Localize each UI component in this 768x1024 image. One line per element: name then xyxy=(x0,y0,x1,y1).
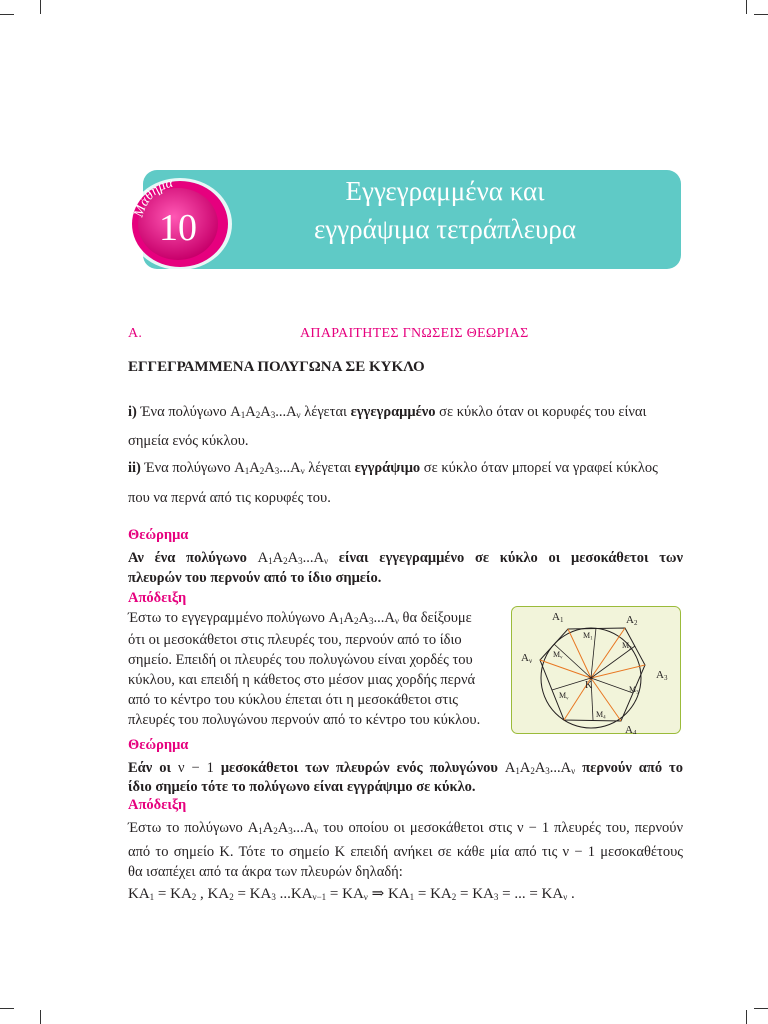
def1-line2: σημεία ενός κύκλου. xyxy=(128,433,249,449)
theorem2-label: Θεώρημα xyxy=(128,737,189,753)
def2-line2: που να περνά από τις κορυφές του. xyxy=(128,490,331,506)
proof1-line6: πλευρές του πολυγώνου περνούν από το κέντρο του κύκλου. xyxy=(128,712,481,728)
proof1-line4: κύκλου, και επειδή η κάθετος στο μέσον μιας χορδής περνά xyxy=(128,672,476,688)
crop-mark xyxy=(40,1010,41,1024)
crop-mark xyxy=(746,1010,747,1024)
polygon-symbol: $A_1A_2A_3...A_\nu$ xyxy=(328,610,399,626)
label-M2: M2 xyxy=(622,641,632,652)
theorem2-line1: Εάν οι ν − 1 μεσοκάθετοι των πλευρών ενός πολυγώνου $A_1A_2A_3...A_\nu$ περνούν από το xyxy=(128,760,683,776)
def2-text: σε κύκλο όταν μπορεί να γραφεί κύκλος xyxy=(420,460,658,476)
polygon-symbol: $A_1A_2A_3...A_\nu$ xyxy=(234,460,305,476)
proof1-line5: από το κέντρο του κύκλου έπεται ότι η μεσοκάθετοι στις xyxy=(128,692,459,708)
theorem1-label: Θεώρημα xyxy=(128,527,189,543)
label-Mv: Mν xyxy=(553,650,563,661)
crop-mark xyxy=(0,1008,14,1009)
label-A1: A1 xyxy=(552,611,564,624)
proof2-label: Απόδειξη xyxy=(128,797,187,813)
proof2-line3: θα ισαπέχει από τα άκρα των πλευρών δηλαδή: xyxy=(128,864,403,880)
def1-label: i) xyxy=(128,404,137,420)
crop-mark xyxy=(754,14,768,15)
label-A4: A4 xyxy=(625,724,637,734)
polygon-symbol: $A_1A_2A_3...A_\nu$ xyxy=(504,760,576,776)
crop-mark xyxy=(40,0,41,14)
lesson-word: Μάθημα xyxy=(131,176,175,220)
theorem1-line2: πλευρών του περνούν από το ίδιο σημείο. xyxy=(128,570,382,586)
crop-mark xyxy=(754,1008,768,1009)
proof2-line2: από το σημείο Κ. Τότε το σημείο Κ επειδή ανήκει σε κάθε μία από τις ν − 1 μεσοκαθέτους xyxy=(128,844,683,860)
proof1-line1: Έστω το εγγεγραμμένο πολύγωνο $A_1A_2A_3...A_\nu$ θα δείξουμε xyxy=(128,610,472,626)
def2-term: εγγράψιμο xyxy=(354,460,421,476)
crop-mark xyxy=(746,0,747,14)
proof1-label: Απόδειξη xyxy=(128,590,187,606)
lesson-title-line1: Εγγεγραμμένα και xyxy=(345,176,545,206)
lesson-title xyxy=(210,172,680,248)
lesson-number: 10 xyxy=(159,207,197,249)
proof1-line3: σημείο. Επειδή οι πλευρές του πολυγώνου είναι χορδές του xyxy=(128,652,473,668)
label-M3: M3 xyxy=(629,685,639,696)
inscribed-polygon-figure xyxy=(511,606,681,734)
def1-term: εγγεγραμμένο xyxy=(350,404,436,420)
proof1-line2: ότι οι μεσοκάθετοι στις πλευρές του, περνούν από το ίδιο xyxy=(128,632,462,648)
theorem1-line1: Αν ένα πολύγωνο $A_1A_2A_3...A_\nu$ είναι εγγεγραμμένο σε κύκλο οι μεσοκάθετοι των xyxy=(128,550,683,566)
lesson-title-line2: εγγράψιμα τετράπλευρα xyxy=(313,214,577,244)
def2-text: λέγεται xyxy=(304,460,355,476)
def2-label: ii) xyxy=(128,460,141,476)
label-M4: M4 xyxy=(596,710,606,721)
def2-text: Ένα πολύγωνο xyxy=(140,460,235,476)
crop-mark xyxy=(0,14,14,15)
def2-line1 xyxy=(128,460,658,477)
proof2-line1: Έστω το πολύγωνο $A_1A_2A_3...A_\nu$ του οποίου οι μεσοκάθετοι στις ν − 1 πλευρές του, περνούν xyxy=(128,820,683,836)
label-Mx: Mν xyxy=(559,691,569,702)
def1-text: σε κύκλο όταν οι κορυφές του είναι xyxy=(435,404,647,420)
label-M1: M1 xyxy=(583,631,593,642)
label-A2: A2 xyxy=(626,614,638,627)
def1-line1 xyxy=(128,404,646,421)
equidistance-equation: $KA_1 = KA_2$ , $KA_2 = KA_3$ $...KA_{\nu-1} = KA_\nu$ ⇒ $KA_1 = KA_2 = KA_3$ = ... = $KA_\nu$ . xyxy=(128,886,575,902)
polygon-symbol: $A_1A_2A_3...A_\nu$ xyxy=(247,820,319,836)
subsection-heading: ΕΓΓΕΓΡΑΜΜΕΝΑ ΠΟΛΥΓΩΝΑ ΣΕ ΚΥΚΛΟ xyxy=(128,359,425,375)
def1-text: Ένα πολύγωνο xyxy=(136,404,231,420)
polygon-symbol: $A_1A_2A_3...A_\nu$ xyxy=(257,550,329,566)
def1-text: λέγεται xyxy=(300,404,351,420)
label-A3: A3 xyxy=(656,669,668,682)
section-title: ΑΠΑΡΑΙΤΗΤΕΣ ΓΝΩΣΕΙΣ ΘΕΩΡΙΑΣ xyxy=(300,326,529,341)
theorem2-line2: ίδιο σημείο τότε το πολύγωνο είναι εγγράψιμο σε κύκλο. xyxy=(128,779,476,795)
label-Av: Aν xyxy=(521,652,533,665)
section-letter: Α. xyxy=(128,326,143,341)
label-K: K xyxy=(585,680,593,691)
polygon-symbol: $A_1A_2A_3...A_\nu$ xyxy=(230,404,301,420)
